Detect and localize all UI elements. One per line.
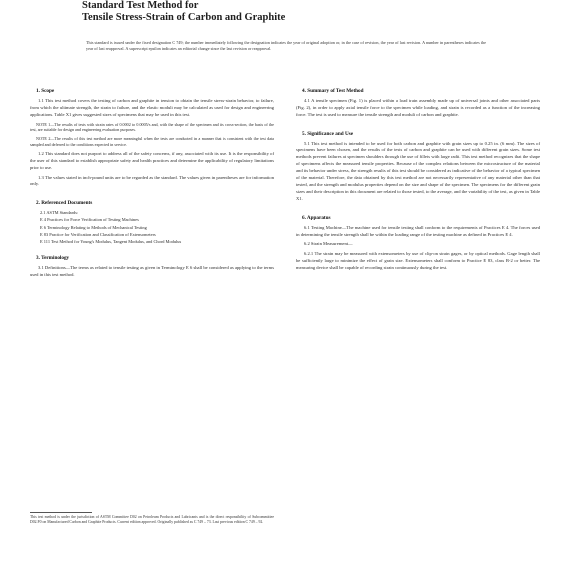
reference-item: E 83 Practice for Verification and Classification of Extensometers — [40, 231, 156, 237]
terminology-paragraph: 3.1 Definitions—The terms as related to tensile testing as given in Terminology E 6 shall be considered as applying to the terms used in this test method. — [30, 265, 274, 278]
reference-item: 2.1 ASTM Standards: — [40, 210, 79, 216]
reference-item: E 6 Terminology Relating to Methods of Mechanical Testing — [40, 224, 147, 230]
reference-item: E 111 Test Method for Young's Modulus, Tangent Modulus, and Chord Modulus — [40, 239, 182, 245]
significance-paragraph: 5.1 This test method is intended to be used for both carbon and graphite with grain sizes up to 0.25 in. (6 mm). The sizes of specimens have been chosen, and the results of the tests of carbon and graphite can be used with different grain sizes. Some test methods prevent failures at specimen shoulders through the use of fillets with large radii. This test method recognizes that the shape of specimens affects the measured tensile properties. Because of the complex relations between the microstructure of the material and its behavior under stress, the strength results of this test should be considered as indicative of the behavior of a typical specimen of the material. Therefore, the data obtained by this test method are not necessarily representative of any material other than that tested, and the strength and modulus properties depend on the size and shape of the specimen. The specimens for the different grain sizes and their description in this document are related to those tested, to the average, and the variability of the test, as given in Table X1. — [296, 140, 540, 201]
apparatus-paragraph-1: 6.1 Testing Machine—The machine used for tensile testing shall conform to the requirements of Practices E 4. The forces used in determining the tensile strength shall be within the loading range of the testing machine as defined in Practices E 4. — [296, 224, 540, 237]
scope-note-1: NOTE 1—The results of tests with strain rates of 0.0002 to 0.0005/s and, with the shape of the specimen and its cross-section, the basis of the test, are suitable for design and engineering evaluation purposes. — [30, 121, 274, 133]
scope-note-2: NOTE 2—The results of this test method are more meaningful when the tests are conducted in a manner that is consistent with the test data sampled and deferred to the conditions expected in service. — [30, 136, 274, 148]
section-terminology-heading: 3. Terminology — [36, 255, 70, 262]
section-apparatus-heading: 6. Apparatus — [302, 214, 331, 221]
reference-item: E 4 Practices for Force Verification of Testing Machines — [40, 217, 139, 223]
apparatus-paragraph-2: 6.2 Strain Measurement— — [304, 241, 353, 247]
section-summary-heading: 4. Summary of Test Method — [302, 88, 364, 94]
scope-paragraph-2: 1.2 This standard does not purport to address all of the safety concerns, if any, associated with its use. It is the responsibility of the user of this standard to establish appropriate safety and health practices and determine the applicability of regulatory limitations prior to use. — [30, 150, 274, 170]
document-title — [82, 0, 285, 24]
section-scope-heading: 1. Scope — [36, 88, 55, 94]
title-line-2: Tensile Stress-Strain of Carbon and Graphite — [82, 12, 286, 23]
scope-paragraph-3: 1.3 The values stated in inch-pound units are to be regarded as the standard. The values given in parentheses are for information only. — [30, 174, 274, 187]
apparatus-paragraph-3: 6.2.1 The strain may be measured with extensometers by use of clip-on strain gages, or by optical methods. Gage length shall be sufficiently large to minimize the effect of grain size. Extensometers shall conform to Practice E 83, class B-2 or better. The measuring device shall be capable of recording strain continuously during the test. — [296, 251, 540, 271]
footnote-divider — [30, 512, 92, 513]
right-column — [296, 88, 540, 275]
document-abstract: This standard is issued under the fixed designation C 749; the number immediately following the designation indicates the year of original adoption or, in the case of revision, the year of last revision. A number in parentheses indicates the year of last reapproval. A superscript epsilon indicates an editorial change since the last revision or reapproval. — [86, 40, 486, 51]
left-column — [30, 88, 274, 282]
section-significance-heading: 5. Significance and Use — [302, 130, 354, 137]
title-line-1: Standard Test Method for — [82, 0, 199, 11]
scope-paragraph-1: 1.1 This test method covers the testing of carbon and graphite in tension to obtain the tensile stress-strain behavior, to failure, from which the ultimate strength, the strain to failure, and the elastic moduli may be calculated as used for design and engineering applications. Table X1 gives suggested sizes of specimens that may be used in this test. — [30, 97, 274, 117]
summary-paragraph: 4.1 A tensile specimen (Fig. 1) is placed within a load train assembly made up of universal joints and other associated parts (Fig. 2), in order to apply axial tensile force to the specimen while loading, and strain is recorded as a function of the increasing force. The test is used to measure the tensile strength and moduli of carbon and graphite. — [296, 97, 540, 117]
section-references-heading: 2. Referenced Documents — [36, 200, 93, 207]
footnotes: This test method is under the jurisdiction of ASTM Committee D02 on Petroleum Products and Lubricants and is the direct responsibility of Subcommittee D02.F0 on Manufactured Carbon and Graphite Products. Current edition approved. Originally published as C 749 – 73. Last previous edition C 749 – 92. — [30, 515, 274, 525]
